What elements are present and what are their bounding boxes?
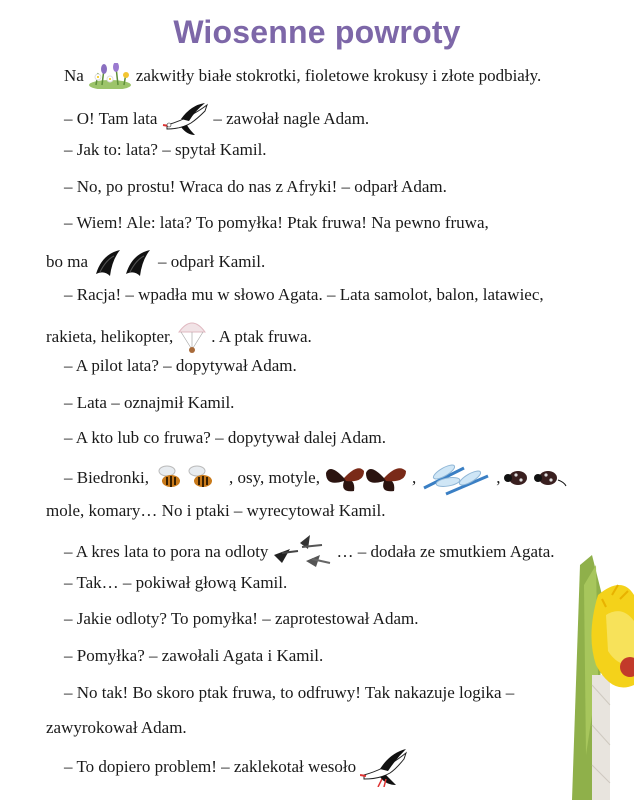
text-line: rakieta, helikopter, . A ptak fruwa.: [46, 318, 312, 356]
text-line: – Biedronki, , osy, motyle, , ,: [64, 460, 572, 496]
page-title: Wiosenne powroty: [173, 14, 461, 50]
ladybugs-icon: [504, 464, 568, 492]
text-line: – No, po prostu! Wraca do nas z Afryki! – odparł Adam.: [64, 177, 447, 196]
stork-icon: [161, 101, 209, 137]
text-line: mole, komary… No i ptaki – wyrecytował Kamil.: [46, 501, 386, 520]
dragonflies-icon: [420, 460, 492, 496]
text-line: Na zakwitły białe stokrotki, fioletowe krokusy i złote podbiały.: [64, 63, 541, 89]
meadow-flowers-icon: [88, 63, 132, 89]
migrating-birds-icon: [272, 533, 332, 571]
text-line: – Tak… – pokiwał głową Kamil.: [64, 573, 288, 592]
text-line: bo ma – odparł Kamil.: [46, 246, 265, 278]
text-line: – Racja! – wpadła mu w słowo Agata. – Lata samolot, balon, latawiec,: [64, 285, 544, 304]
decorative-flower-illustration: [562, 555, 634, 800]
wasps-icon: [153, 463, 225, 493]
text-line: zawyrokował Adam.: [46, 718, 187, 737]
butterflies-icon: [324, 461, 408, 495]
text-line: – A kres lata to pora na odloty … – dodała ze smutkiem Agata.: [64, 533, 555, 571]
wings-icon: [92, 246, 154, 278]
text-line: – To dopiero problem! – zaklekotał wesoło: [64, 747, 414, 787]
stork-icon: [360, 747, 410, 787]
text-line: – No tak! Bo skoro ptak fruwa, to odfruwy! Tak nakazuje logika –: [64, 683, 515, 702]
text-line: – Jakie odloty? To pomyłka! – zaprotestował Adam.: [64, 609, 419, 628]
text-line: – Lata – oznajmił Kamil.: [64, 393, 235, 412]
text-line: – A pilot lata? – dopytywał Adam.: [64, 356, 297, 375]
text-line: – Pomyłka? – zawołali Agata i Kamil.: [64, 646, 324, 665]
text-line: – Wiem! Ale: lata? To pomyłka! Ptak fruwa! Na pewno fruwa,: [64, 213, 489, 232]
text-line: – O! Tam lata – zawołał nagle Adam.: [64, 101, 369, 137]
text-line: – A kto lub co fruwa? – dopytywał dalej Adam.: [64, 428, 386, 447]
text-line: – Jak to: lata? – spytał Kamil.: [64, 140, 267, 159]
parachute-icon: [177, 318, 207, 356]
